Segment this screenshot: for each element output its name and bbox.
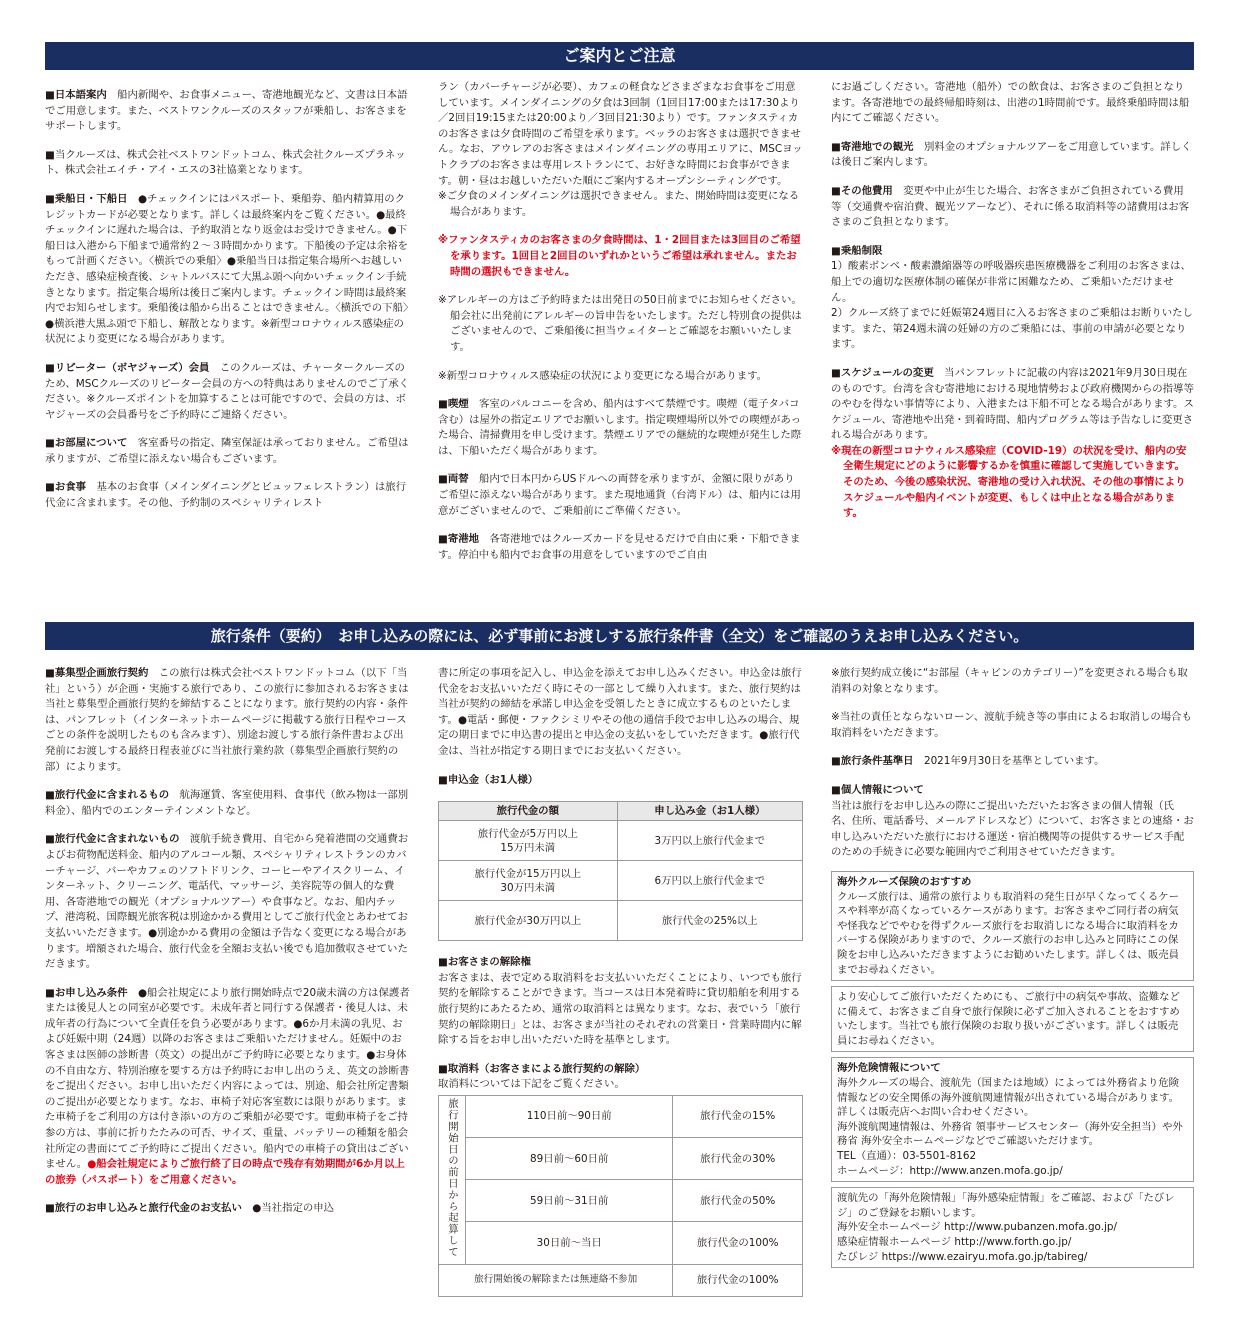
insurance-text-2: より安心してご旅行いただくためにも、ご旅行中の病気や事故、盗難などに備えて、お客さまご自身で旅行保険に必ずご加入されることをおすすめいたします。当社でも旅行保険のお取り扱いがございます。詳しくは販売員にお尋ねください。 <box>837 991 1180 1047</box>
terms-col-3 <box>831 666 1194 1273</box>
anzen-link[interactable]: 海外安全ホームページ http://www.pubanzen.mofa.go.jp/ <box>837 1221 1118 1234</box>
deposit-amount: 3万円以上旅行代金まで <box>617 821 802 861</box>
deposit-amount: 6万円以上旅行代金まで <box>617 861 802 901</box>
fee-period: 59日前～31日前 <box>466 1180 673 1222</box>
fee-title: ■取消料（お客さまによる旅行契約の解除） <box>438 1062 646 1075</box>
boarding-limit-heading: ■乗船制限 <box>831 244 883 257</box>
loan-note: ※当社の責任とならないローン、渡航手続き等の事由によるお取消しの場合も取消料をいただきます。 <box>831 711 1192 739</box>
registration-text: 渡航先の「海外危険情報」「海外感染症情報」をご確認、および「たびレジ」のご登録をお願いします。 <box>837 1192 1175 1219</box>
danger-text-2: 海外渡航関連情報は、外務省 領事サービスセンター（海外安全担当）や外務省 海外安全ホームページなどでご確認いただけます。 <box>837 1120 1183 1148</box>
application-conditions: ■お申し込み条件 ●船会社規定により旅行開始時点で20歳未満の方は保護者または後見人との同室が必要です。未成年者と同行する保護者・後見人は、未成年者の行為について全責任を負う必要があります。●6か月未満の乳児、および妊娠中期（24週）以降のお客さまはご乗船いただけません。妊娠中のお客さまは医師の診断書（英文）の提出がご予約時に必要となります。●お身体の不自由な方、特別治療を要する方は予約時にお申し出のうえ、英文の診断書をご提出ください。お申し出いただく内容によっては、別途、船会社所定書類のご提出が必要となります。なお、車椅子対応客室数には限りがあります。また車椅子をご利用の方は付き添いの方のご乗船が必要です。電動車椅子をご持参の方は、事前に折りたたみの可否、サイズ、重量、バッテリーの種類を船会社所定の書面にてご予約時にご提出ください。船内での車椅子の貸出はございません。●船会社規定によりご旅行終了日の時点で残存有効期間が6か月以上の旅券（パスポート）をご用意ください。 <box>45 986 410 1186</box>
deposit-title: ■申込金（お1人様） <box>438 773 539 786</box>
covid-note: ※新型コロナウィルス感染症の状況により変更になる場合があります。 <box>438 369 768 382</box>
notice-section: ■その他費用 変更や中止が生じた場合、お客さまがご負担されている費用等（交通費や宿泊費、観光ツアーなど）、それに係る取消料等の諸費用はお客さまのご負担となります。 <box>831 184 1190 229</box>
notice-col-1 <box>45 88 410 525</box>
deposit-amount: 旅行代金の25%以上 <box>617 901 802 941</box>
insurance-box <box>831 871 1194 981</box>
deposit-range: 旅行代金が15万円以上 30万円未満 <box>439 861 618 901</box>
deposit-table <box>438 801 803 941</box>
fee-period: 89日前～60日前 <box>466 1138 673 1180</box>
allergy-note: ※アレルギーの方はご予約時または出発日の50日前までにお知らせください。船会社に出発前にアレルギーの旨申告をいたします。ただし特別食の提供はございませんので、ご乗船後に担当ウェイターとご確認をお願いいたします。 <box>438 294 802 353</box>
fee-amount: 旅行代金の30% <box>673 1138 803 1180</box>
notice-section: ■喫煙 客室のバルコニーを含め、船内はすべて禁煙です。喫煙（電子タバコ含む）は屋外の指定エリアでお願いします。指定喫煙場所以外での喫煙があった場合、清掃費用を申し受けます。禁煙エリアでの継続的な喫煙が発生した際は、下船いただく場合があります。 <box>438 398 802 457</box>
notice-section: ■お部屋について 客室番号の指定、隣室保証は承っておりません。ご希望は承りますが、ご希望に添えない場合もございます。 <box>45 437 409 465</box>
insurance-text: クルーズ旅行は、通常の旅行よりも取消料の発生日が早くなってくるケースや料率が高くなっているケースがあります。お客さまやご同行者の病気や怪我などでやむを得ずクルーズ旅行をお取消しになる場合に取消料をカバーする保険がありますので、クルーズ旅行のお申し込みと同時にこの保険をお申し込みいただきますようにお勧めいたします。詳しくは、販売員までお尋ねください。 <box>837 890 1180 976</box>
fee-amount: 旅行代金の50% <box>673 1180 803 1222</box>
fee-period: 旅行開始後の解除または無連絡不参加 <box>439 1264 673 1296</box>
boarding-limit-1: 1）酸素ボンベ・酸素濃縮器等の呼吸器疾患医療機器をご利用のお客さまは、船上での適切な医療体制の確保が非常に困難なため、ご乗船いただけません。 <box>831 260 1191 304</box>
terms-col-2 <box>438 666 803 1297</box>
notice-col-3 <box>831 80 1194 535</box>
notice-banner: ご案内とご注意 <box>45 42 1194 70</box>
basis-date: ■旅行条件基準日 2021年9月30日を基準としています。 <box>831 755 1105 768</box>
cancel-right: ■お客さまの解除権 お客さまは、表で定める取消料をお支払いいただくことにより、いつでも旅行契約を解除することができます。当コースは日本発着時に貸切船舶を利用する旅行契約にあたるため、通常の取消料とは異なります。なお、表でいう「旅行契約の解除期日」とは、お客さまが当社のそれぞれの営業日・営業時間内に解除する旨をお申し出いただいた時を基準とします。 <box>438 956 802 1047</box>
boarding-limit-2: 2）クルーズ終了までに妊娠第24週目に入るお客さまのご乗船はお断りいたします。また、第24週未満の妊婦の方のご乗船には、事前の申請が必要となります。 <box>831 307 1193 351</box>
fee-amount: 旅行代金の100% <box>673 1264 803 1296</box>
danger-title: 海外危険情報について <box>837 1062 941 1075</box>
danger-tel: TEL（直通）：03-5501-8162 <box>837 1150 977 1163</box>
deposit-range: 旅行代金が30万円以上 <box>439 901 618 941</box>
notice-section: ■リピーター（ボヤジャーズ）会員 このクルーズは、チャータークルーズのため、MSCクルーズのリピーター会員の方への特典はありませんのでご了承ください。※クルーズポイントを加算することは可能ですので、会員の方は、ボヤジャーズの会員番号をご予約時にご連絡ください。 <box>45 361 410 421</box>
fee-period: 30日前～当日 <box>466 1222 673 1264</box>
payment-section: ■旅行のお申し込みと旅行代金のお支払い ●当社指定の申込 <box>45 1202 335 1215</box>
dining-note: ※ご夕食のメインダイニングは選択できません。また、開始時間は変更になる場合があります。 <box>438 190 800 218</box>
danger-hp-link[interactable]: ホームページ：http://www.anzen.mofa.go.jp/ <box>837 1164 1063 1177</box>
port-text: にお過ごしください。寄港地（船外）での飲食は、お客さまのご負担となります。各寄港地での最終帰船時刻は、出港の1時間前です。最終乗船時間は船内にてご確認ください。 <box>831 81 1190 125</box>
privacy-section: ■個人情報について 当社は旅行をお申し込みの際にご提出いただいたお客さまの個人情報（氏名、住所、電話番号、メールアドレスなど）について、お客さまとの連絡・お申し込みいただいた旅行における運送・宿泊機関等の提供するサービス手配のための手続きに必要な範囲内でご利用させていただきます。 <box>831 783 1194 859</box>
fee-note: 取消料については下記をご覧ください。 <box>438 1078 625 1091</box>
insurance-title: 海外クルーズ保険のおすすめ <box>837 875 972 888</box>
terms-section: ■旅行代金に含まれるもの 航海運賃、客室使用料、食事代（飲み物は一部別料金）、船内でのエンターテインメントなど。 <box>45 789 409 817</box>
fee-amount: 旅行代金の100% <box>673 1222 803 1264</box>
danger-text: 海外クルーズの場合、渡航先（国または地域）によっては外務省より危険情報などの安全関係の海外渡航関連情報が出されている場合があります。詳しくは販売店へお問い合わせください。 <box>837 1077 1180 1119</box>
notice-section: ■当クルーズは、株式会社ベストワンドットコム、株式会社クルーズプラネット、株式会社エイチ・アイ・エスの3社協業となります。 <box>45 148 406 177</box>
payment-text: 書に所定の事項を記入し、申込金を添えてお申し込みください。申込金は旅行代金をお支払いいただく時にその一部として繰り入れます。また、旅行契約は当社が契約の締結を承諾し申込金を受領したときに成立するものといたします。●電話・郵便・ファクシミリやその他の通信手段でお申し込みの場合、規定の期日までに申込書の提出と申込金の支払いをしていただきます。●旅行代金は、当社が指定する期日までにお支払いください。 <box>438 667 802 757</box>
covid-warning: ※現在の新型コロナウィルス感染症（COVID-19）の状況を受け、船内の安全衛生規定にどのように影響するかを慎重に確認して実施していきます。そのため、今後の感染状況、寄港地の受け入れ状況、その他の事情によりスケジュールや船内イベントが変更、もしくは中止となる場合があります。 <box>831 444 1187 520</box>
danger-info-box <box>831 1057 1194 1182</box>
registration-box <box>831 1187 1194 1268</box>
dining-warning: ※ファンタスティカのお客さまの夕食時間は、1・2回目または3回目のご希望を承ります。1回目と2回目のいずれかというご希望は承れません。またお時間の選択もできません。 <box>438 234 801 278</box>
fee-amount: 旅行代金の15% <box>673 1095 803 1137</box>
fee-period: 110日前～90日前 <box>466 1095 673 1137</box>
notice-col-2 <box>438 80 803 576</box>
deposit-header: 旅行代金の額 <box>439 802 618 821</box>
notice-section: ■日本語案内 船内新聞や、お食事メニュー、寄港地観光など、文書は日本語でご用意します。また、ベストワンクルーズのスタッフが乗船し、お客さまをサポートします。 <box>45 89 408 133</box>
insurance-box-2 <box>831 986 1194 1052</box>
notice-section: ■お食事 基本のお食事（メインダイニングとビュッフェレストラン）は旅行代金に含まれます。その他、予約制のスペシャリティレスト <box>45 481 407 510</box>
schedule-change: ■スケジュールの変更 当パンフレットに記載の内容は2021年9月30日現在のものです。台湾を含む寄港地における現地情勢および政府機関からの指導等のやむを得ない事情等により、入港または下船不可となる場合があります。スケジュール、寄港地や出発・到着時間、船内プログラム等は予告なしに変更される場合があります。 <box>831 366 1194 442</box>
notice-section: ■両替 船内で日本円からUSドルへの両替を承りますが、金額に限りがありご希望に添えない場合があります。また現地通貨（台湾ドル）は、船内には用意がございませんので、ご乗船前にご準備ください。 <box>438 473 801 517</box>
terms-section: ■旅行代金に含まれないもの 渡航手続き費用、自宅から発着港間の交通費およびお荷物配送料金、船内のアルコール類、スペシャリティレストランのカバーチャージ、バーやカフェのソフトドリンク、コーヒーやアイスクリーム、インターネット、クリーニング、電話代、マッサージ、美容院等の個人的な費用、各寄港地での観光（オプショナルツアー）や食事など。なお、船内チップ、港湾税、国際観光旅客税は別途かかる費用としてご旅行代金とあわせてお支払いいただきます。●別途かかる費用の金額は予告なく変更になる場合があります。増額された場合、旅行代金を全額お支払い後でも追加徴収させていただきます。 <box>45 833 409 971</box>
notice-section: ■寄港地 各寄港地ではクルーズカードを見せるだけで自由に乗・下船できます。停泊中も船内でお食事の用意をしていますのでご自由 <box>438 533 801 561</box>
fee-vertical-label: 旅行開始日の前日から起算して <box>439 1095 466 1264</box>
deposit-header: 申し込み金（お1人様） <box>617 802 802 821</box>
terms-section: ■募集型企画旅行契約 この旅行は株式会社ベストワンドットコム（以下「当社」という）が企画・実施する旅行であり、この旅行に参加されるお客さまは当社と募集型企画旅行契約を締結することになります。旅行契約の内容・条件は、パンフレット（インターネットホームページに掲載する旅行日程やコースごとの条件を説明したものも含みます）、別途お渡しする旅行条件書および出発前にお渡しする最終日程表並びに当社旅行業約款（募集型企画旅行契約の部）によります。 <box>45 667 409 773</box>
notice-section: ■乗船日・下船日 ●チェックインにはパスポート、乗船券、船内精算用のクレジットカードが必要となります。詳しくは最終案内をご覧ください。●最終チェックインに遅れた場合は、予約取消となり返金はお受けできません。●下船日は入港から下船まで通常約２～３時間かかります。下船後の予定は余裕をもって計画ください。〈横浜での乗船〉●乗船当日は指定集合場所へお越しいただき、感染症検査後、シャトルバスにて大黒ふ頭へ向かいチェックイン手続きとなります。指定集合場所は後日ご案内します。チェックイン時間は最終案内でお知らせします。乗船後は船から出ることはできません。〈横浜での下船〉●横浜港大黒ふ頭で下船し、解散となります。※新型コロナウィルス感染症の状況により変更になる場合があります。 <box>45 192 409 346</box>
terms-banner: 旅行条件（要約） お申し込みの際には、必ず事前にお渡しする旅行条件書（全文）をご確認のうえお申し込みください。 <box>45 622 1194 650</box>
terms-col-1 <box>45 666 410 1230</box>
room-change-note: ※旅行契約成立後に“お部屋（キャビンのカテゴリー）”を変更される場合も取消料の対象となります。 <box>831 667 1188 695</box>
cancel-fee-table <box>438 1095 803 1297</box>
notice-section: ■寄港地での観光 別料金のオプショナルツアーをご用意しています。詳しくは後日ご案内します。 <box>831 140 1192 169</box>
dining-text: ラン（カバーチャージが必要）、カフェの軽食などさまざまなお食事をご用意しています。メインダイニングの夕食は3回制（1回目17:00または17:30より／2回目19:15または20:00より／3回目21:30より）です。ファンタスティカのお客さまは夕食時間のご希望を承ります。ベッラのお客さまは選択できません。なお、アウレアのお客さまはメインダイニングの専用エリアに、MSCヨットクラブのお客さまは専用レストランにて、お好きな時間にお食事ができます。朝・昼はお越しいただいた順にご案内するオープンシーティングです。 <box>438 81 803 187</box>
deposit-range: 旅行代金が5万円以上 15万円未満 <box>439 821 618 861</box>
tabireg-link[interactable]: たびレジ https://www.ezairyu.mofa.go.jp/tabireg/ <box>837 1250 1088 1263</box>
forth-link[interactable]: 感染症情報ホームページ http://www.forth.go.jp/ <box>837 1236 1072 1248</box>
